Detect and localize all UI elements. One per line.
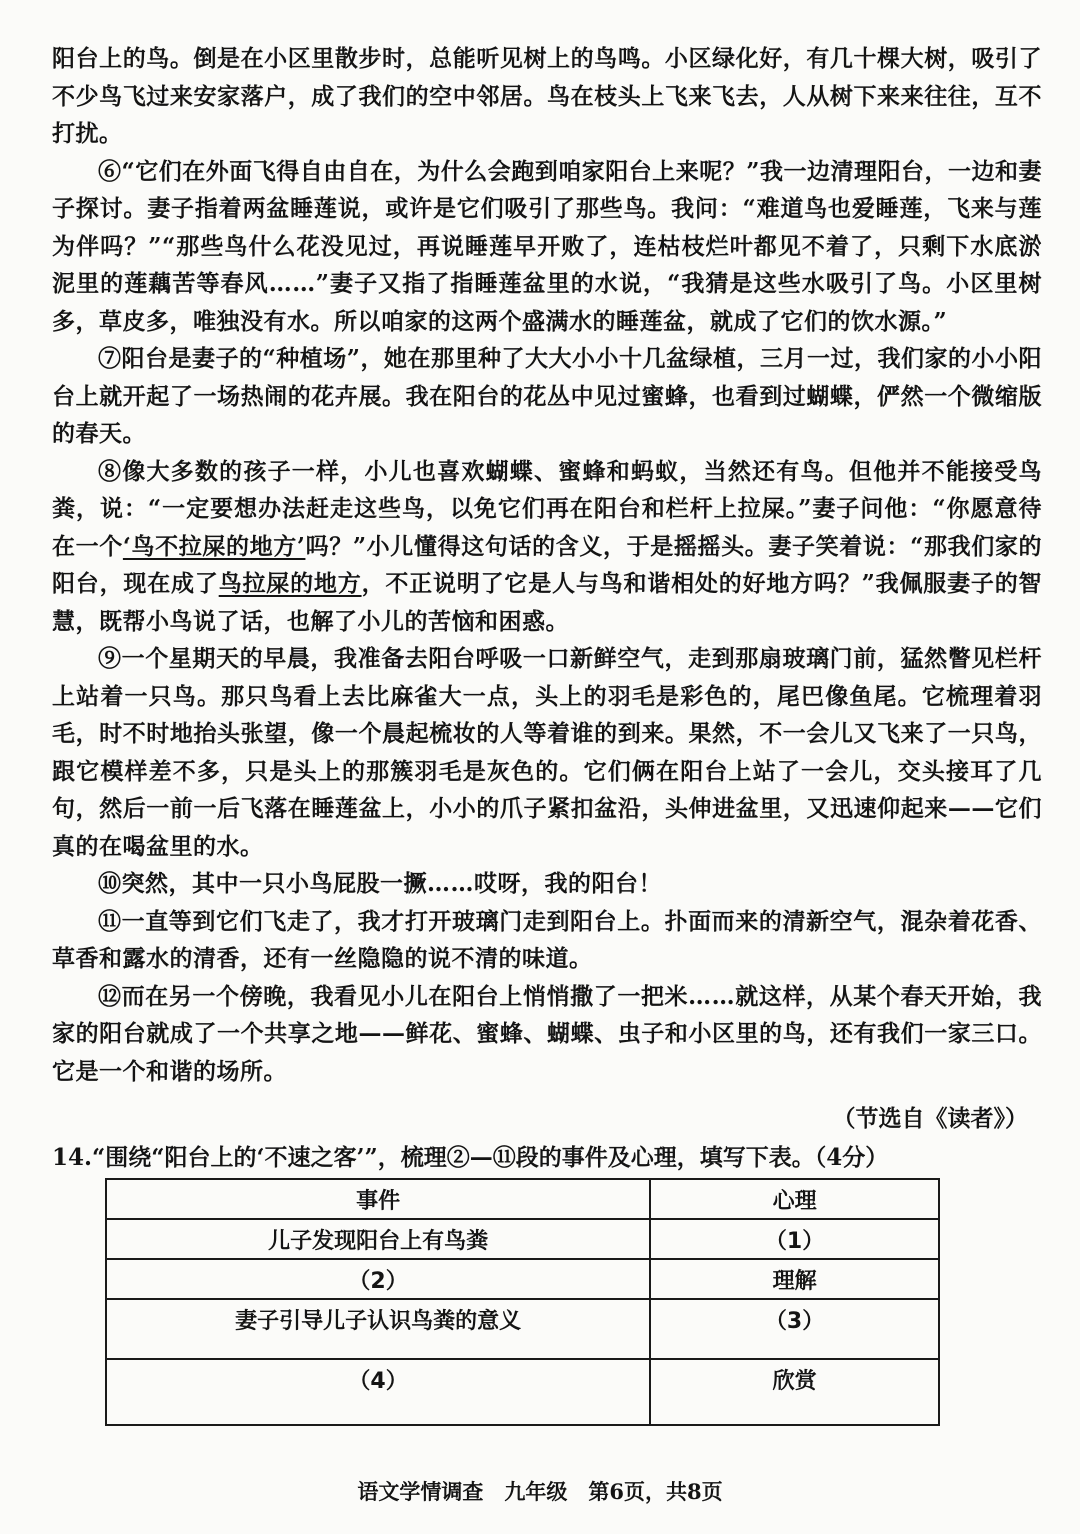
psych-cell: 理解 [650,1259,939,1299]
paragraph-8-part-a: ⑧像大多数的孩子一样，小儿也喜欢蝴蝶、蜜蜂和蚂蚁，当然还有鸟。但他并不能接受鸟粪，说：“一定要想办法赶走这些鸟，以免它们再在阳台和栏杆上拉屎。”妻子问他：“你愿意待在一个 [52,457,1042,560]
answer-blank-2[interactable]: （2） [106,1259,650,1299]
paragraph-8-part-c: ，不正说明了它是人与鸟和谐相处的好地方吗？”我佩服妻子的智慧，既帮小鸟说了话，也解了小儿的苦恼和困惑。 [52,570,1043,635]
event-cell: 儿子发现阳台上有鸟粪 [106,1219,650,1259]
table-header-row [106,1179,939,1219]
question-14: 14.“围绕“阳台上的‘不速之客’”，梳理②—⑪段的事件及心理，填写下表。（4分） [52,1144,889,1171]
paragraph-8 [52,453,1042,641]
answer-blank-4[interactable]: （4） [106,1359,650,1425]
paragraph-7: ⑦阳台是妻子的“种植场”，她在那里种了大大小小十几盆绿植，三月一过，我们家的小小阳台上就开起了一场热闹的花卉展。我在阳台的花丛中见过蜜蜂，也看到过蝴蝶，俨然一个微缩版的春天。 [52,345,1042,447]
paragraph-9: ⑨一个星期天的早晨，我准备去阳台呼吸一口新鲜空气，走到那扇玻璃门前，猛然瞥见栏杆上站着一只鸟。那只鸟看上去比麻雀大一点，头上的羽毛是彩色的，尾巴像鱼尾。它梳理着羽毛，时不时地抬头张望，像一个晨起梳妆的人等着谁的到来。果然，不一会儿又飞来了一只鸟，跟它模样差不多，只是头上的那簇羽毛是灰色的。它们俩在阳台上站了一会儿，交头接耳了几句，然后一前一后飞落在睡莲盆上，小小的爪子紧扣盆沿，头伸进盆里，又迅速仰起来——它们真的在喝盆里的水。 [52,645,1042,860]
underlined-phrase-2: 鸟拉屎的地方 [218,570,362,597]
psych-cell: 欣赏 [650,1359,939,1425]
paragraph-11: ⑪一直等到它们飞走了，我才打开玻璃门走到阳台上。扑面而来的清新空气，混杂着花香、草香和露水的清香，还有一丝隐隐的说不清的味道。 [52,907,1042,972]
paragraph-6: ⑥“它们在外面飞得自由自在，为什么会跑到咱家阳台上来呢？”我一边清理阳台，一边和妻子探讨。妻子指着两盆睡莲说，或许是它们吸引了那些鸟。我问：“难道鸟也爱睡莲，飞来与莲为伴吗？”“那些鸟什么花没见过，再说睡莲早开败了，连枯枝烂叶都见不着了，只剩下水底淤泥里的莲藕苦等春风……”妻子又指了指睡莲盆里的水说，“我猜是这些水吸引了鸟。小区里树多，草皮多，唯独没有水。所以咱家的这两个盛满水的睡莲盆，就成了它们的饮水源。” [52,157,1042,335]
header-psych: 心理 [650,1179,939,1219]
table-row [106,1219,939,1259]
page-footer: 语文学情调查 九年级 第6页，共8页 [357,1479,723,1504]
reading-passage [52,40,1042,1090]
answer-table [105,1178,940,1426]
underlined-phrase-1: ‘鸟不拉屎的地方’ [122,532,306,560]
table-row [106,1299,939,1359]
table-row [106,1359,939,1425]
header-event: 事件 [106,1179,650,1219]
answer-blank-1[interactable]: （1） [650,1219,939,1259]
event-cell: 妻子引导儿子认识鸟粪的意义 [106,1299,650,1359]
paragraph-12: ⑫而在另一个傍晚，我看见小儿在阳台上悄悄撒了一把米……就这样，从某个春天开始，我家的阳台就成了一个共享之地——鲜花、蜜蜂、蝴蝶、虫子和小区里的鸟，还有我们一家三口。它是一个和谐的场所。 [52,982,1042,1085]
paragraph-10: ⑩突然，其中一只小鸟屁股一撅……哎呀，我的阳台！ [98,870,662,897]
source-citation: （节选自《读者》） [832,1105,1028,1132]
answer-blank-3[interactable]: （3） [650,1299,939,1359]
paragraph-8-part-b: 吗？”小儿懂得这句话的含义，于是摇摇头。妻子笑着说：“那我们家的阳台，现在成了 [52,532,1043,597]
table-row [106,1259,939,1299]
paragraph-5-end: 阳台上的鸟。倒是在小区里散步时，总能听见树上的鸟鸣。小区绿化好，有几十棵大树，吸引了不少鸟飞过来安家落户，成了我们的空中邻居。鸟在枝头上飞来飞去，人从树下来来往往，互不打扰。 [52,45,1042,147]
